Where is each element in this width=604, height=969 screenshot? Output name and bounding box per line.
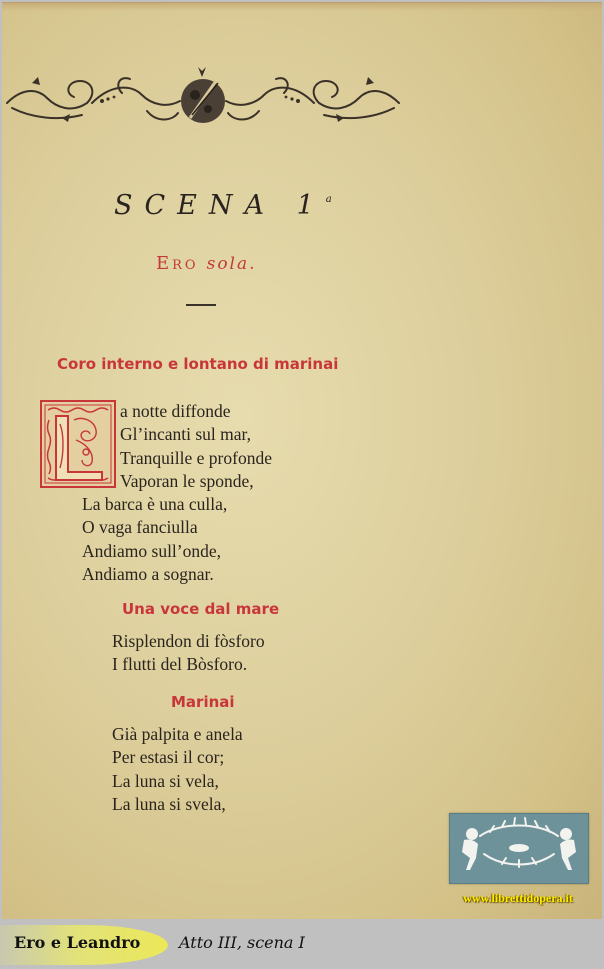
stage-direction-text: sola. xyxy=(206,254,257,274)
verse-line: Risplendon di fòsforo xyxy=(112,631,265,651)
verse-line: I flutti del Bòsforo. xyxy=(112,654,248,675)
verse-line: Per estasi il cor; xyxy=(112,747,225,768)
verse-chorus-continued xyxy=(82,493,227,586)
verse-line: a notte diffonde xyxy=(120,401,231,421)
footer-bar xyxy=(0,919,604,969)
verse-line: O vaga fanciulla xyxy=(82,517,198,538)
scene-title xyxy=(114,190,332,221)
section-divider xyxy=(186,304,216,306)
cherubs-wreath-logo-icon xyxy=(449,813,589,884)
verse-line: La luna si svela, xyxy=(112,793,226,814)
verse-sailors xyxy=(112,723,243,816)
verse-dropcap-lines xyxy=(120,400,272,493)
verse-voice xyxy=(112,630,265,677)
verse-line: La luna si vela, xyxy=(112,770,219,791)
verse-line: Gl’incanti sul mar, xyxy=(120,424,252,445)
illuminated-drop-cap-L-icon xyxy=(40,400,116,488)
act-scene-label: Atto III, scena I xyxy=(179,933,305,952)
section-heading-sailors: Marinai xyxy=(171,693,235,711)
verse-line: Tranquille e profonde xyxy=(120,447,272,468)
opera-title: Ero e Leandro xyxy=(14,933,141,952)
section-heading-voice: Una voce dal mare xyxy=(122,600,280,618)
verse-line: Andiamo sull’onde, xyxy=(82,540,222,561)
decorative-headpiece-ornament-icon xyxy=(2,63,404,125)
verse-line: Già palpita e anela xyxy=(112,724,243,744)
website-watermark-link[interactable]: www.librettidopera.it xyxy=(463,891,573,905)
verse-line: Andiamo a sognar. xyxy=(82,563,214,584)
character-name: Ero xyxy=(156,253,199,274)
libretto-page xyxy=(2,2,602,919)
verse-line: La barca è una culla, xyxy=(82,494,228,514)
stage-direction xyxy=(156,253,257,274)
verse-line: Vaporan le sponde, xyxy=(120,470,254,491)
section-heading-chorus: Coro interno e lontano di marinai xyxy=(57,355,339,373)
scene-title-text: SCENA 1 xyxy=(114,190,326,221)
scene-ordinal: a xyxy=(325,194,332,205)
